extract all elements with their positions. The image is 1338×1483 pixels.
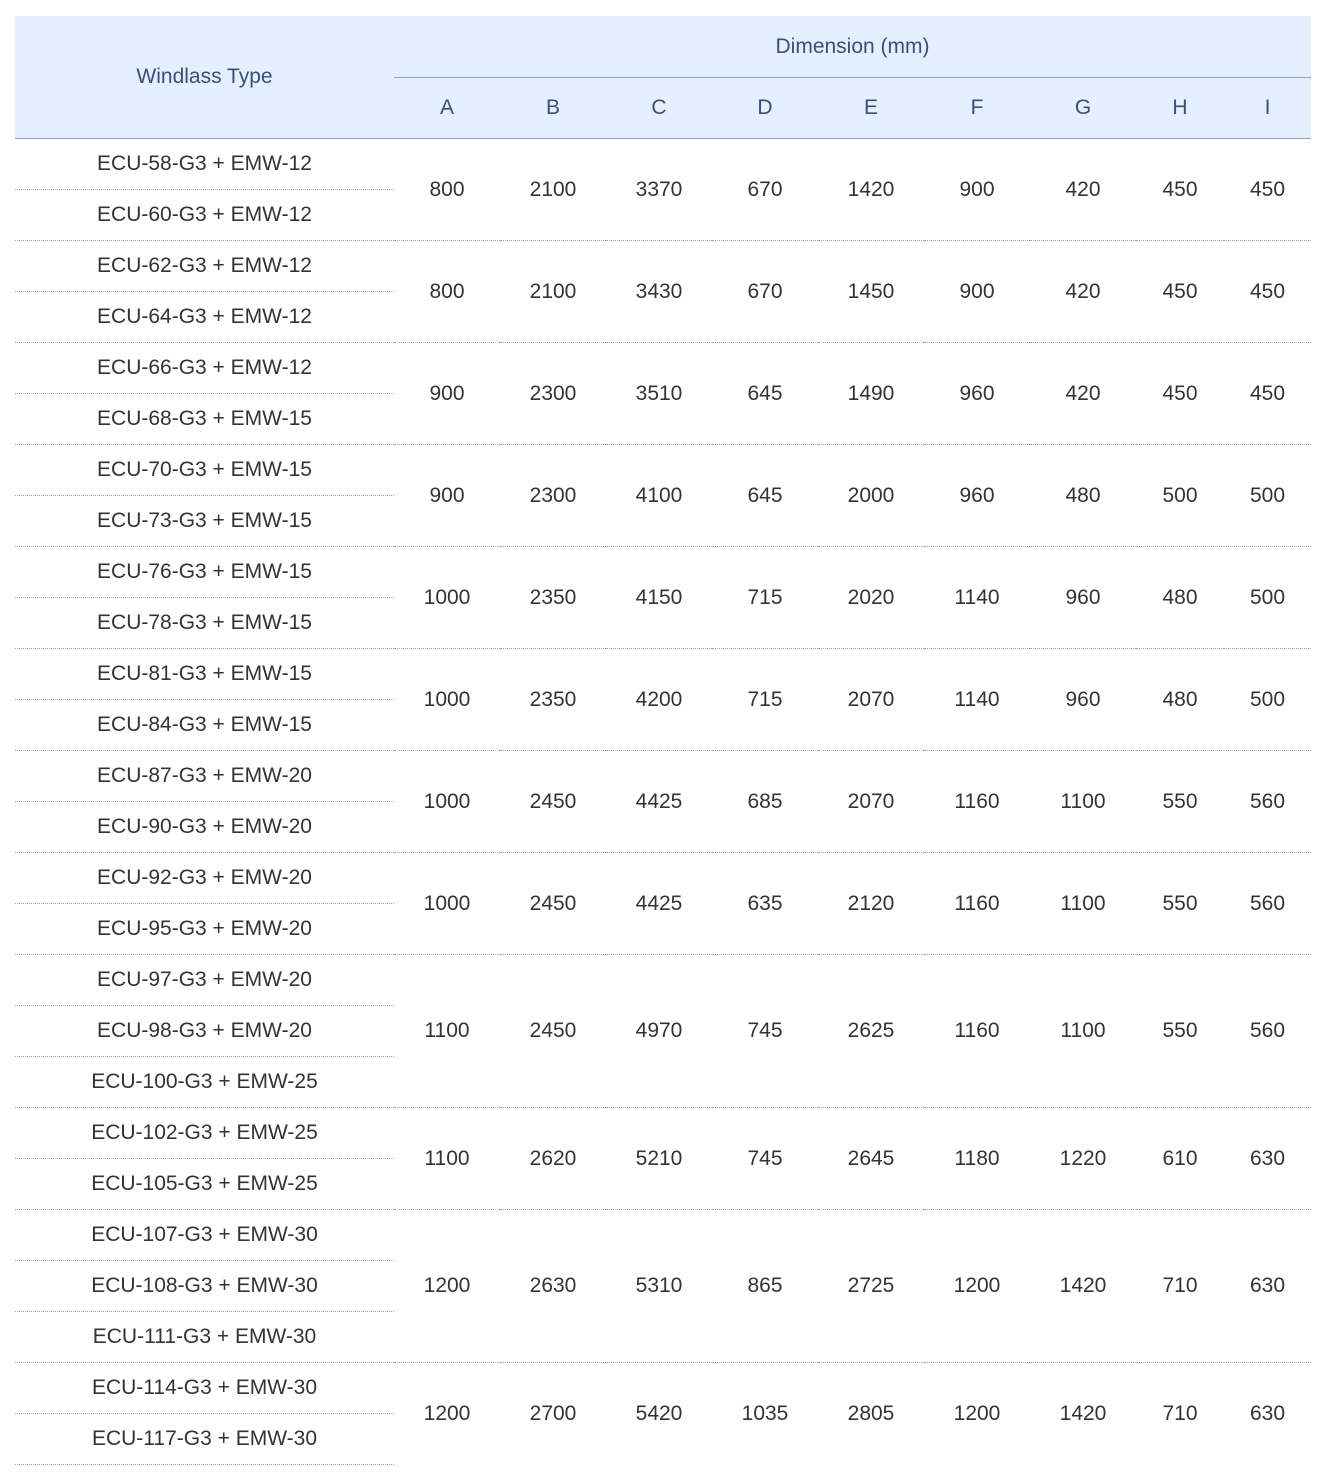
dimension-b-value: 2100 (500, 139, 606, 241)
windlass-type-cell: ECU-111-G3 + EMW-30 (15, 1312, 394, 1363)
dimension-i-value: 630 (1224, 1363, 1311, 1465)
dimension-d-value: 715 (712, 649, 818, 751)
dimension-a-value: 900 (394, 343, 500, 445)
dimension-b-value: 2450 (500, 751, 606, 853)
dimension-g-value: 1220 (1030, 1108, 1136, 1210)
dimension-b-value: 2700 (500, 1363, 606, 1465)
dimension-g-value: 420 (1030, 343, 1136, 445)
dimension-e-value: 1450 (818, 241, 924, 343)
windlass-type-cell: ECU-114-G3 + EMW-30 (15, 1363, 394, 1414)
dimension-b-value: 2630 (500, 1210, 606, 1363)
table-row (15, 1210, 1311, 1261)
dimension-e-value: 2070 (818, 649, 924, 751)
dimension-h-value: 710 (1136, 1210, 1224, 1363)
table-row (15, 649, 1311, 700)
dimension-c-value: 5210 (606, 1108, 712, 1210)
windlass-type-cell: ECU-60-G3 + EMW-12 (15, 190, 394, 241)
dimension-g-value: 1100 (1030, 751, 1136, 853)
table-row (15, 241, 1311, 292)
dimension-c-value: 3510 (606, 343, 712, 445)
dimension-i-value: 450 (1224, 343, 1311, 445)
dimension-b-value: 2620 (500, 1108, 606, 1210)
dimension-f-value: 1160 (924, 955, 1030, 1108)
dimension-e-value: 2020 (818, 547, 924, 649)
dimension-b-value: 2350 (500, 649, 606, 751)
dimension-d-value: 745 (712, 1108, 818, 1210)
dimension-a-value: 1100 (394, 955, 500, 1108)
windlass-type-cell: ECU-117-G3 + EMW-30 (15, 1414, 394, 1465)
dimension-e-value: 2805 (818, 1363, 924, 1465)
dimension-a-value: 1000 (394, 649, 500, 751)
dimension-e-value: 2070 (818, 751, 924, 853)
windlass-type-cell: ECU-100-G3 + EMW-25 (15, 1057, 394, 1108)
dimension-g-value: 420 (1030, 241, 1136, 343)
dimension-c-value: 4150 (606, 547, 712, 649)
table-row (15, 955, 1311, 1006)
dimension-e-value: 2625 (818, 955, 924, 1108)
dimension-h-value: 550 (1136, 853, 1224, 955)
dimension-b-value: 2450 (500, 853, 606, 955)
dimension-h-value: 450 (1136, 139, 1224, 241)
dimension-a-value: 1200 (394, 1363, 500, 1465)
dimension-f-value: 1160 (924, 853, 1030, 955)
dimension-h-value: 550 (1136, 751, 1224, 853)
dimension-header: Dimension (mm) (394, 16, 1311, 78)
dimension-c-value: 5420 (606, 1363, 712, 1465)
table-header (15, 16, 1311, 139)
windlass-type-cell: ECU-62-G3 + EMW-12 (15, 241, 394, 292)
windlass-type-cell: ECU-81-G3 + EMW-15 (15, 649, 394, 700)
windlass-type-cell: ECU-98-G3 + EMW-20 (15, 1006, 394, 1057)
windlass-type-cell: ECU-58-G3 + EMW-12 (15, 139, 394, 190)
dimension-f-value: 960 (924, 445, 1030, 547)
column-header-h: H (1136, 78, 1224, 139)
dimension-e-value: 2725 (818, 1210, 924, 1363)
dimension-f-value: 1140 (924, 649, 1030, 751)
windlass-type-cell: ECU-95-G3 + EMW-20 (15, 904, 394, 955)
dimension-c-value: 3430 (606, 241, 712, 343)
dimension-f-value: 960 (924, 343, 1030, 445)
dimension-h-value: 450 (1136, 241, 1224, 343)
windlass-type-cell: ECU-102-G3 + EMW-25 (15, 1108, 394, 1159)
dimension-i-value: 560 (1224, 955, 1311, 1108)
windlass-type-cell: ECU-108-G3 + EMW-30 (15, 1261, 394, 1312)
dimension-a-value: 800 (394, 139, 500, 241)
table-row (15, 547, 1311, 598)
dimension-a-value: 1200 (394, 1210, 500, 1363)
column-header-g: G (1030, 78, 1136, 139)
dimension-c-value: 5310 (606, 1210, 712, 1363)
dimension-i-value: 500 (1224, 445, 1311, 547)
windlass-type-cell: ECU-66-G3 + EMW-12 (15, 343, 394, 394)
dimension-h-value: 710 (1136, 1363, 1224, 1465)
dimension-a-value: 900 (394, 445, 500, 547)
dimension-i-value: 630 (1224, 1108, 1311, 1210)
dimension-e-value: 2645 (818, 1108, 924, 1210)
dimension-e-value: 1490 (818, 343, 924, 445)
dimension-i-value: 560 (1224, 751, 1311, 853)
dimension-i-value: 500 (1224, 547, 1311, 649)
table-row (15, 1108, 1311, 1159)
dimension-d-value: 670 (712, 139, 818, 241)
dimension-d-value: 865 (712, 1210, 818, 1363)
windlass-type-cell: ECU-73-G3 + EMW-15 (15, 496, 394, 547)
dimension-e-value: 2000 (818, 445, 924, 547)
windlass-type-header: Windlass Type (15, 16, 394, 139)
dimension-i-value: 500 (1224, 649, 1311, 751)
dimension-d-value: 635 (712, 853, 818, 955)
dimension-c-value: 4425 (606, 853, 712, 955)
dimension-d-value: 670 (712, 241, 818, 343)
dimension-g-value: 1420 (1030, 1210, 1136, 1363)
windlass-type-cell: ECU-107-G3 + EMW-30 (15, 1210, 394, 1261)
dimension-h-value: 480 (1136, 547, 1224, 649)
dimension-c-value: 4200 (606, 649, 712, 751)
windlass-type-cell: ECU-92-G3 + EMW-20 (15, 853, 394, 904)
dimension-b-value: 2100 (500, 241, 606, 343)
header-row-top (15, 16, 1311, 78)
dimension-i-value: 450 (1224, 241, 1311, 343)
table-row (15, 139, 1311, 190)
dimension-g-value: 960 (1030, 649, 1136, 751)
table-row (15, 1363, 1311, 1414)
dimension-d-value: 685 (712, 751, 818, 853)
dimension-b-value: 2350 (500, 547, 606, 649)
windlass-type-cell: ECU-76-G3 + EMW-15 (15, 547, 394, 598)
table-row (15, 751, 1311, 802)
table-row (15, 445, 1311, 496)
dimension-h-value: 480 (1136, 649, 1224, 751)
windlass-type-cell: ECU-87-G3 + EMW-20 (15, 751, 394, 802)
dimension-d-value: 645 (712, 445, 818, 547)
dimension-b-value: 2300 (500, 445, 606, 547)
dimension-a-value: 800 (394, 241, 500, 343)
dimension-f-value: 1140 (924, 547, 1030, 649)
dimension-f-value: 900 (924, 241, 1030, 343)
column-header-c: C (606, 78, 712, 139)
dimension-h-value: 500 (1136, 445, 1224, 547)
dimension-h-value: 450 (1136, 343, 1224, 445)
dimension-g-value: 1100 (1030, 853, 1136, 955)
dimension-d-value: 715 (712, 547, 818, 649)
dimension-c-value: 4425 (606, 751, 712, 853)
dimension-d-value: 745 (712, 955, 818, 1108)
dimension-d-value: 1035 (712, 1363, 818, 1465)
dimension-f-value: 1200 (924, 1363, 1030, 1465)
column-header-a: A (394, 78, 500, 139)
dimension-c-value: 4100 (606, 445, 712, 547)
column-header-d: D (712, 78, 818, 139)
dimension-a-value: 1000 (394, 751, 500, 853)
windlass-type-cell: ECU-90-G3 + EMW-20 (15, 802, 394, 853)
windlass-type-cell: ECU-78-G3 + EMW-15 (15, 598, 394, 649)
dimension-g-value: 420 (1030, 139, 1136, 241)
table-row (15, 853, 1311, 904)
windlass-type-cell: ECU-97-G3 + EMW-20 (15, 955, 394, 1006)
column-header-f: F (924, 78, 1030, 139)
dimension-g-value: 1100 (1030, 955, 1136, 1108)
dimension-i-value: 450 (1224, 139, 1311, 241)
dimension-h-value: 610 (1136, 1108, 1224, 1210)
dimension-i-value: 630 (1224, 1210, 1311, 1363)
windlass-type-cell: ECU-70-G3 + EMW-15 (15, 445, 394, 496)
table-row (15, 343, 1311, 394)
dimension-h-value: 550 (1136, 955, 1224, 1108)
dimension-c-value: 3370 (606, 139, 712, 241)
dimension-e-value: 1420 (818, 139, 924, 241)
dimension-d-value: 645 (712, 343, 818, 445)
windlass-type-cell: ECU-64-G3 + EMW-12 (15, 292, 394, 343)
table-body (15, 139, 1311, 1465)
windlass-type-cell: ECU-105-G3 + EMW-25 (15, 1159, 394, 1210)
dimension-a-value: 1100 (394, 1108, 500, 1210)
dimension-g-value: 960 (1030, 547, 1136, 649)
dimension-b-value: 2300 (500, 343, 606, 445)
dimension-f-value: 1200 (924, 1210, 1030, 1363)
dimension-g-value: 1420 (1030, 1363, 1136, 1465)
column-header-b: B (500, 78, 606, 139)
windlass-type-cell: ECU-84-G3 + EMW-15 (15, 700, 394, 751)
windlass-dimension-table (15, 16, 1311, 1465)
dimension-b-value: 2450 (500, 955, 606, 1108)
dimension-a-value: 1000 (394, 547, 500, 649)
dimension-a-value: 1000 (394, 853, 500, 955)
dimension-f-value: 900 (924, 139, 1030, 241)
dimension-i-value: 560 (1224, 853, 1311, 955)
dimension-c-value: 4970 (606, 955, 712, 1108)
dimension-e-value: 2120 (818, 853, 924, 955)
column-header-e: E (818, 78, 924, 139)
dimension-g-value: 480 (1030, 445, 1136, 547)
dimension-f-value: 1180 (924, 1108, 1030, 1210)
dimension-f-value: 1160 (924, 751, 1030, 853)
windlass-type-cell: ECU-68-G3 + EMW-15 (15, 394, 394, 445)
column-header-i: I (1224, 78, 1311, 139)
